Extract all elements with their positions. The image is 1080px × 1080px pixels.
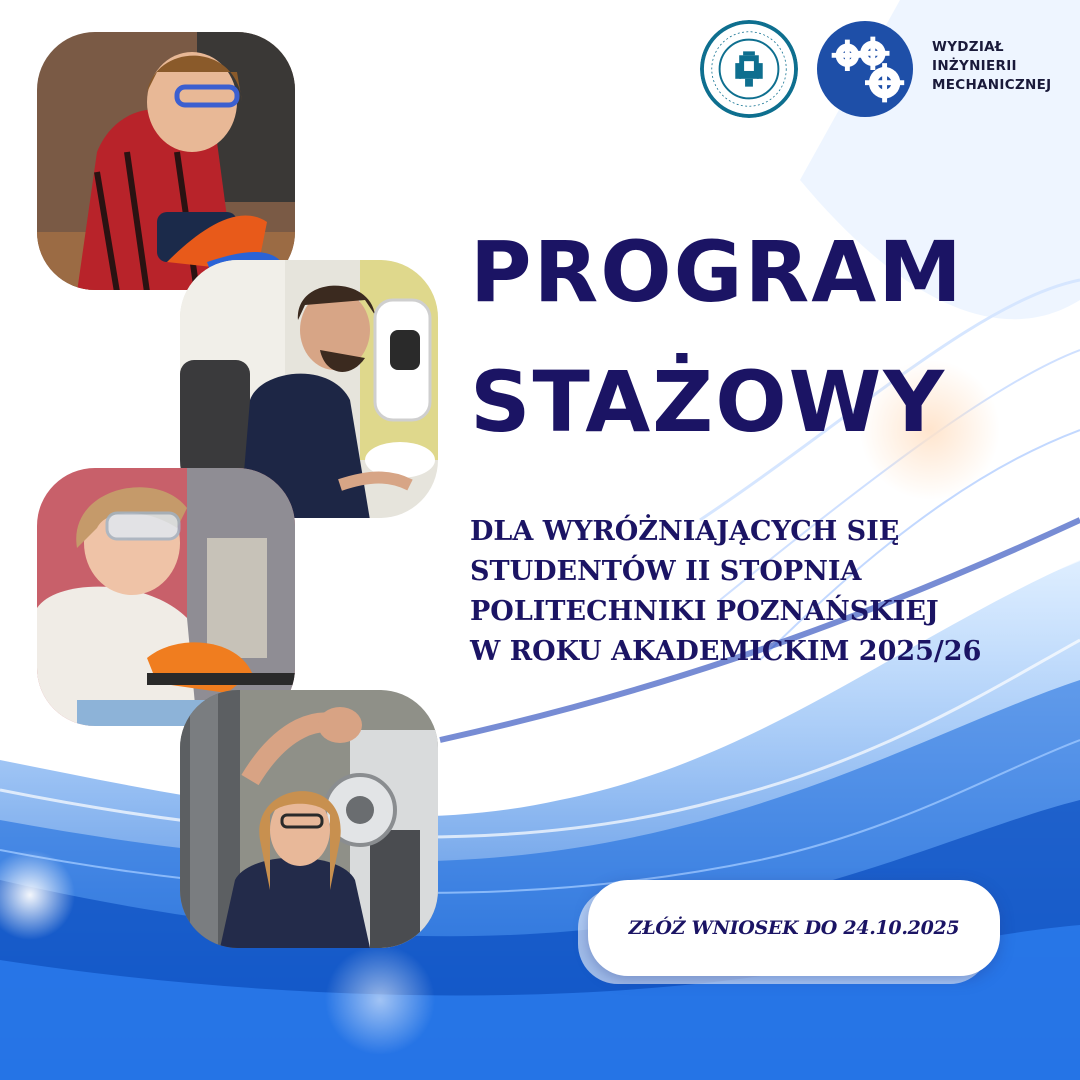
subtitle-line-3: POLITECHNIKI POZNAŃSKIEJ — [470, 596, 939, 627]
photo-student-orange-gloves — [37, 468, 295, 726]
subtitle — [470, 512, 981, 672]
apply-deadline-button[interactable] — [588, 880, 1000, 976]
gears-icon — [816, 20, 914, 118]
title-line-2: STAŻOWY — [470, 353, 947, 451]
subtitle-line-4: W ROKU AKADEMICKIM 2025/26 — [470, 636, 982, 667]
faculty-line-1: WYDZIAŁ — [932, 39, 1004, 55]
faculty-line-3: MECHANICZNEJ — [932, 77, 1052, 93]
apply-deadline-label: ZŁÓŻ WNIOSEK DO 24.10.2025 — [628, 917, 960, 939]
faculty-line-2: INŻYNIERII — [932, 58, 1017, 74]
photo-student-machine — [180, 690, 438, 948]
subtitle-line-2: STUDENTÓW II STOPNIA — [470, 556, 862, 587]
subtitle-line-1: DLA WYRÓŻNIAJĄCYCH SIĘ — [470, 516, 900, 547]
photo-student-goggles-workshop — [37, 32, 295, 290]
title-line-1: PROGRAM — [470, 223, 964, 321]
politechnika-poznanska-seal-icon — [700, 20, 798, 118]
faculty-name — [932, 38, 1051, 95]
